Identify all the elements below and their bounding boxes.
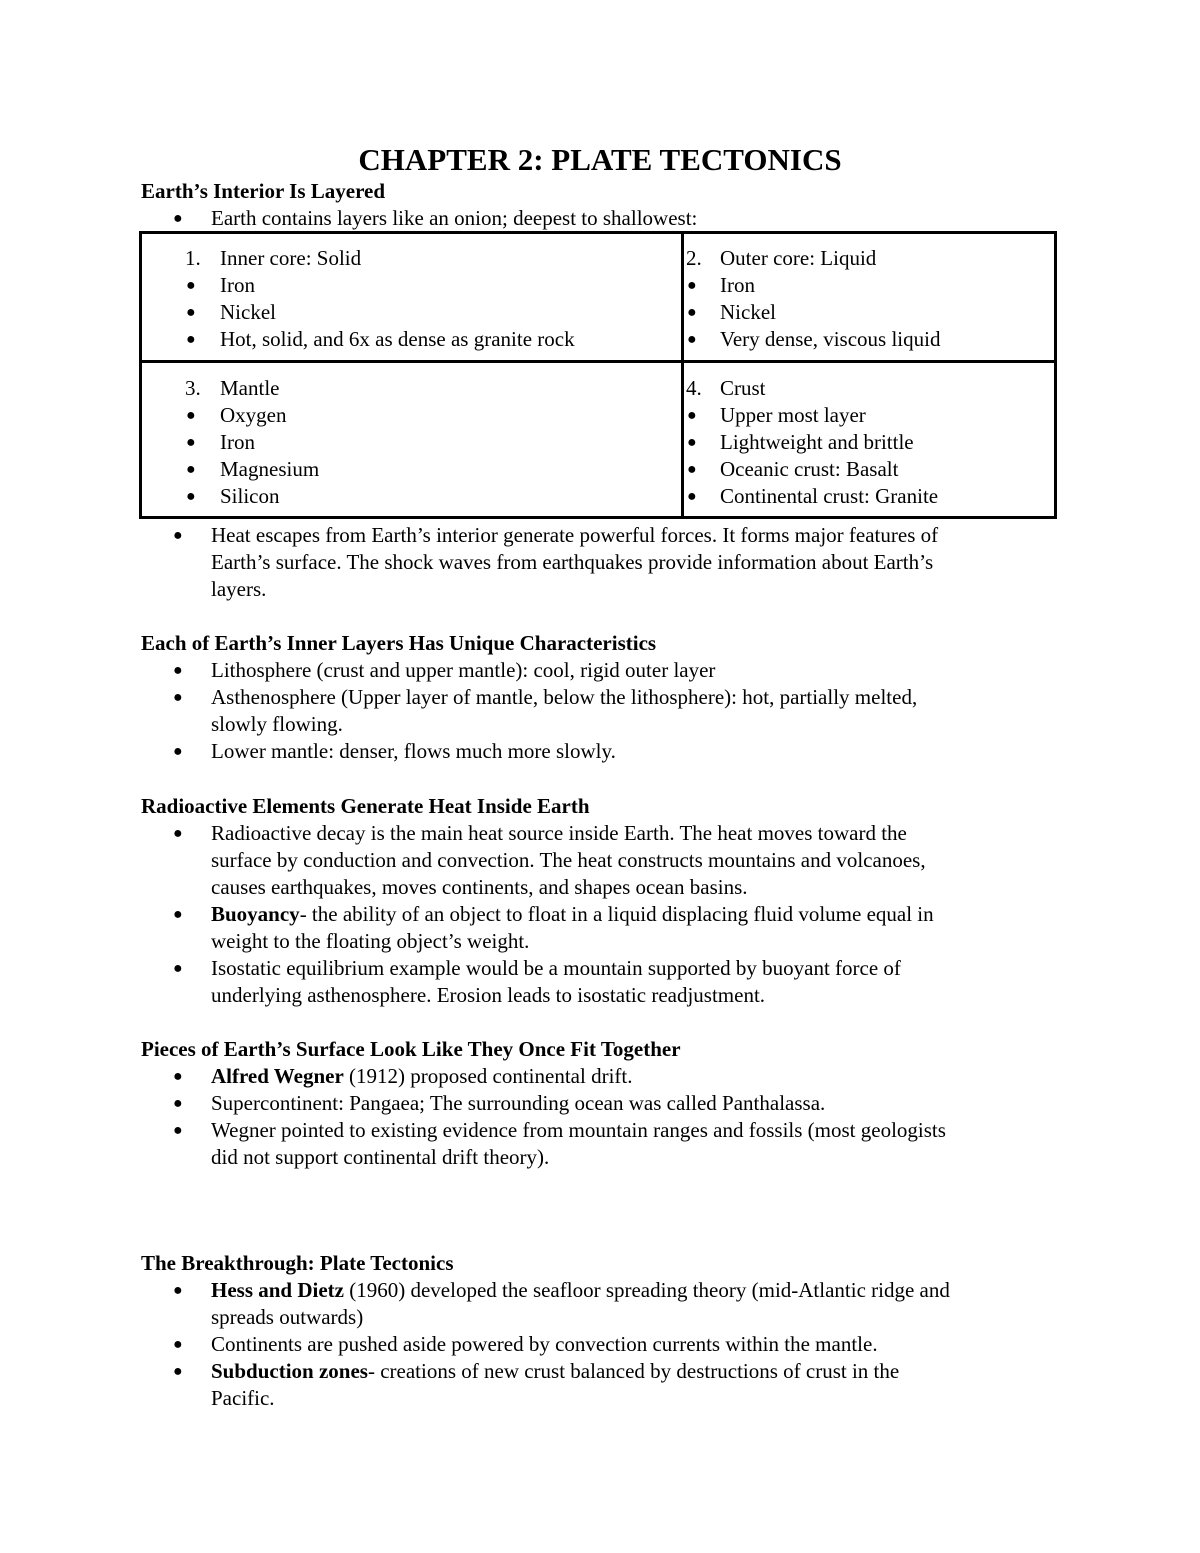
bullet-icon: ● xyxy=(186,407,196,424)
bullet-icon: ● xyxy=(687,331,697,348)
layer-cell-crust: 4. Crust ● Upper most layer ● Lightweight and brittle ● Oceanic crust: Basalt ● Continental crust: Granite xyxy=(684,375,1054,510)
list-item: ● Very dense, viscous liquid xyxy=(687,327,941,351)
layer-cell-mantle: 3. Mantle ● Oxygen ● Iron ● Magnesium ● Silicon xyxy=(142,375,678,510)
section-heading-breakthrough: The Breakthrough: Plate Tectonics xyxy=(141,1251,454,1275)
bullet-icon: ● xyxy=(186,488,196,505)
list-item: ● Hess and Dietz (1960) developed the seafloor spreading theory (mid-Atlantic ridge and spreads outwards) xyxy=(173,1278,950,1329)
list-item: ● Alfred Wegner (1912) proposed continental drift. xyxy=(173,1064,633,1088)
page-title: CHAPTER 2: PLATE TECTONICS xyxy=(358,142,842,177)
layer-name: Crust xyxy=(720,376,766,400)
bullet-icon: ● xyxy=(687,434,697,451)
layer-name: Mantle xyxy=(220,376,280,400)
table-divider-horizontal xyxy=(142,360,1054,363)
bullet-icon: ● xyxy=(173,825,183,842)
list-item: ● Asthenosphere (Upper layer of mantle, below the lithosphere): hot, partially melted, slowly flowing. xyxy=(173,685,918,736)
section-heading-layers: Each of Earth’s Inner Layers Has Unique Characteristics xyxy=(141,631,657,655)
bullet-icon: ● xyxy=(186,277,196,294)
layer-name: Inner core: Solid xyxy=(220,246,362,270)
list-item: ● Radioactive decay is the main heat source inside Earth. The heat moves toward the surface by conduction and convection. The heat constructs mountains and volcanoes, causes earthquakes, moves continents, and shapes ocean basins. xyxy=(173,821,926,899)
list-item: ● Buoyancy- the ability of an object to float in a liquid displacing fluid volume equal in weight to the floating object’s weight. xyxy=(173,902,934,953)
bullet-icon: ● xyxy=(173,1336,183,1353)
list-item: ● Lower mantle: denser, flows much more slowly. xyxy=(173,739,616,763)
interior-intro-list xyxy=(141,205,1061,232)
layer-name: Outer core: Liquid xyxy=(720,246,877,270)
bullet-icon: ● xyxy=(173,662,183,679)
list-item: ● Magnesium xyxy=(186,457,320,481)
list-item: ● Isostatic equilibrium example would be a mountain supported by buoyant force of underlying asthenosphere. Erosion leads to isostatic readjustment. xyxy=(173,956,901,1007)
bullet-icon: ● xyxy=(687,461,697,478)
list-item: ● Wegner pointed to existing evidence from mountain ranges and fossils (most geologists did not support continental drift theory). xyxy=(173,1118,946,1169)
list-item: ● Lithosphere (crust and upper mantle): cool, rigid outer layer xyxy=(173,658,716,682)
bullet-icon: ● xyxy=(186,304,196,321)
bullet-icon: ● xyxy=(186,331,196,348)
bullet-icon: ● xyxy=(173,1282,183,1299)
list-item: ● Heat escapes from Earth’s interior generate powerful forces. It forms major features of Earth’s surface. The shock waves from earthquakes provide information about Earth’s layers. xyxy=(173,523,939,601)
bullet-icon: ● xyxy=(173,527,183,544)
bullet-icon: ● xyxy=(186,461,196,478)
list-item: ● Lightweight and brittle xyxy=(687,430,914,454)
bullet-icon: ● xyxy=(687,488,697,505)
continental-drift-list xyxy=(141,1063,1061,1171)
list-item: ● Continental crust: Granite xyxy=(687,484,939,508)
bullet-icon: ● xyxy=(173,1122,183,1139)
layer-cell-outer-core: 2. Outer core: Liquid ● Iron ● Nickel ● Very dense, viscous liquid xyxy=(684,245,1054,353)
section-heading-continents: Pieces of Earth’s Surface Look Like They Once Fit Together xyxy=(141,1037,681,1061)
list-item: ● Iron xyxy=(186,430,255,454)
layers-characteristics-list xyxy=(141,657,1061,765)
bullet-icon: ● xyxy=(173,906,183,923)
list-item: ● Iron xyxy=(186,273,255,297)
bullet-icon: ● xyxy=(173,960,183,977)
interior-notes-list xyxy=(141,522,1061,603)
list-item: ● Nickel xyxy=(186,300,276,324)
list-item: ● Nickel xyxy=(687,300,776,324)
list-item: ● Subduction zones- creations of new crust balanced by destructions of crust in the Pacific. xyxy=(173,1359,900,1410)
radioactive-list xyxy=(141,820,1061,1009)
bullet-icon: ● xyxy=(173,1068,183,1085)
layer-cell-inner-core: 1. Inner core: Solid ● Iron ● Nickel ● Hot, solid, and 6x as dense as granite rock xyxy=(142,245,678,353)
plate-tectonics-list xyxy=(141,1277,1061,1412)
layers-table xyxy=(139,231,1057,519)
list-item: ● Earth contains layers like an onion; deepest to shallowest: xyxy=(173,206,698,230)
bullet-icon: ● xyxy=(186,434,196,451)
list-item: ● Upper most layer xyxy=(687,403,866,427)
list-item: ● Hot, solid, and 6x as dense as granite rock xyxy=(186,327,575,351)
list-item: ● Silicon xyxy=(186,484,280,508)
section-heading-radioactive: Radioactive Elements Generate Heat Inside Earth xyxy=(141,794,590,818)
bullet-icon: ● xyxy=(173,743,183,760)
list-item: ● Oxygen xyxy=(186,403,287,427)
bullet-icon: ● xyxy=(687,277,697,294)
bullet-icon: ● xyxy=(687,304,697,321)
bullet-icon: ● xyxy=(173,1095,183,1112)
section-heading-interior: Earth’s Interior Is Layered xyxy=(141,179,386,203)
list-item: ● Oceanic crust: Basalt xyxy=(687,457,899,481)
bullet-icon: ● xyxy=(173,1363,183,1380)
bullet-icon: ● xyxy=(687,407,697,424)
bullet-icon: ● xyxy=(173,689,183,706)
bullet-icon: ● xyxy=(173,210,183,227)
list-item: ● Iron xyxy=(687,273,755,297)
list-item: ● Supercontinent: Pangaea; The surrounding ocean was called Panthalassa. xyxy=(173,1091,826,1115)
list-item: ● Continents are pushed aside powered by convection currents within the mantle. xyxy=(173,1332,878,1356)
